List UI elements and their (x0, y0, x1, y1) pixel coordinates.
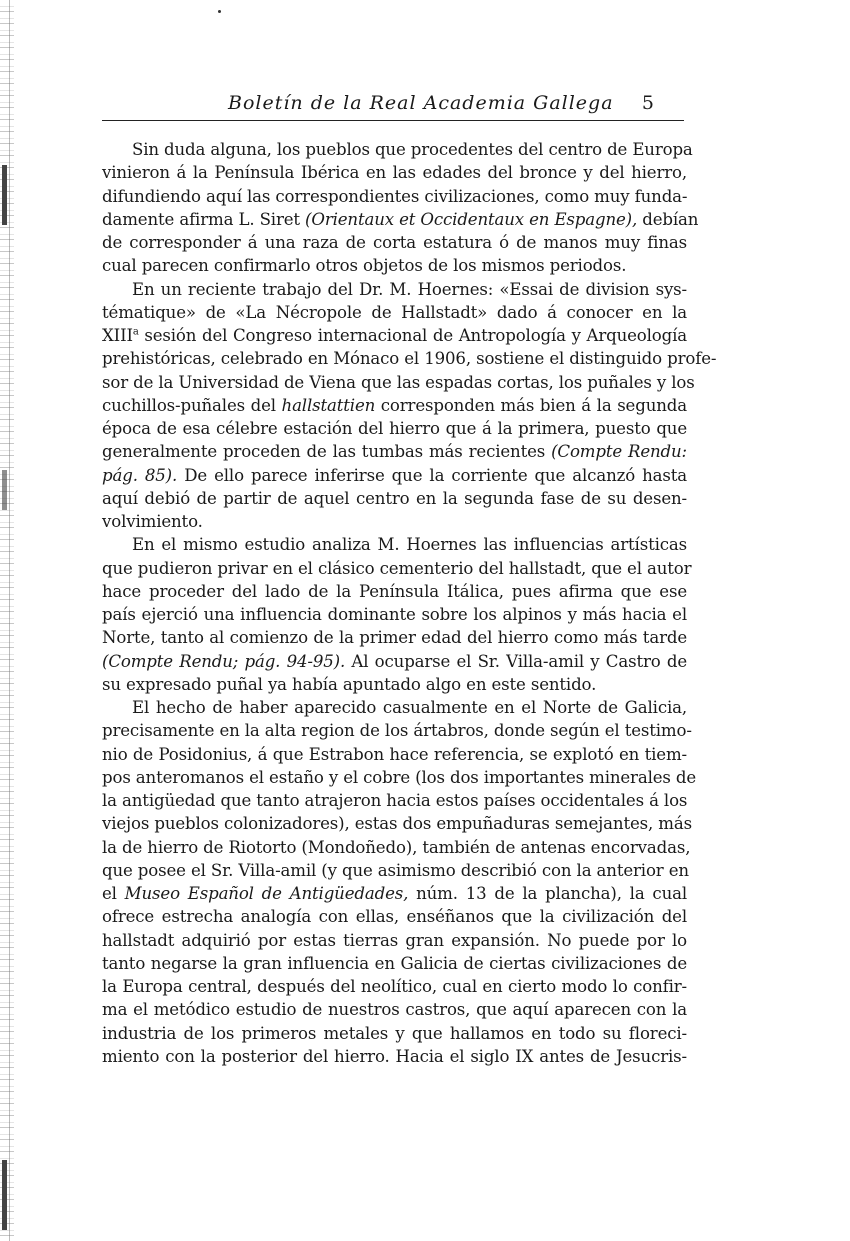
page-header (102, 92, 684, 121)
text-line: ma el metódico estudio de nuestros castros, que aquí aparecen con la (102, 1000, 687, 1020)
text-line (102, 440, 687, 463)
text-line: tématique» de «La Nécropole de Hallstadt» dado á conocer en la (102, 302, 687, 322)
text-line: En el mismo estudio analiza M. Hoernes las influencias artísticas (132, 535, 687, 555)
binding-edge-mark (2, 165, 7, 225)
text-line: precisamente en la alta region de los ártabros, donde según el testimo- (102, 721, 692, 741)
text-line: país ejerció una influencia dominante sobre los alpinos y más hacia el (102, 605, 687, 624)
binding-edge-mark (2, 1160, 7, 1230)
text-line: hace proceder del lado de la Península Itálica, pues afirma que ese (102, 581, 687, 601)
citation: (Compte Rendu: (551, 442, 688, 462)
body-text (102, 138, 717, 1068)
text-line: hallstadt adquirió por estas tierras gran expansión. No puede por lo (102, 930, 687, 950)
text-line: ofrece estrecha analogía con ellas, enséñanos que la civilización del (102, 907, 687, 927)
text-line: volvimiento. (102, 512, 203, 531)
text-line: vinieron á la Península Ibérica en las edades del bronce y del hierro, (102, 163, 687, 183)
text-line (102, 882, 687, 905)
text-line: tanto negarse la gran influencia en Galicia de ciertas civilizaciones de (102, 953, 687, 973)
text-line: difundiendo aquí las correspondientes civilizaciones, como muy funda- (102, 186, 688, 206)
text-line (102, 650, 687, 673)
text-run: generalmente proceden de las tumbas más recientes (102, 442, 546, 462)
text-line: la Europa central, después del neolítico, cual en cierto modo lo confir- (102, 977, 687, 996)
text-run: sesión del Congreso internacional de Antropología y Arqueología (138, 326, 687, 345)
text-line: Sin duda alguna, los pueblos que procedentes del centro de Europa (132, 140, 693, 159)
text-line: que posee el Sr. Villa-amil (y que asimismo describió con la anterior en (102, 860, 689, 880)
text-line: la de hierro de Riotorto (Mondoñedo), también de antenas encorvadas, (102, 837, 691, 857)
text-line: cual parecen confirmarlo otros objetos de los mismos periodos. (102, 256, 627, 276)
citation: (Compte Rendu; pág. 94-95). (102, 651, 346, 671)
text-line: de corresponder á una raza de corta estatura ó de manos muy finas (102, 233, 687, 252)
text-line: nio de Posidonius, á que Estrabon hace referencia, se explotó en tiem- (102, 744, 687, 764)
text-run: el (102, 884, 117, 903)
text-line: viejos pueblos colonizadores), estas dos empuñaduras semejantes, más (102, 814, 692, 834)
page-number: 5 (641, 92, 654, 114)
text-line: aquí debió de partir de aquel centro en la segunda fase de su desen- (102, 488, 687, 508)
text-line: época de esa célebre estación del hierro que á la primera, puesto que (102, 419, 687, 438)
superscript: a (132, 326, 139, 338)
emphasis: hallstattien (281, 395, 376, 415)
text-line: miento con la posterior del hierro. Hacia el siglo IX antes de Jesucris- (102, 1046, 687, 1066)
text-run: Al ocuparse el Sr. Villa-amil y Castro de (351, 651, 687, 671)
text-line: su expresado puñal ya había apuntado algo en este sentido. (102, 674, 597, 694)
text-line (102, 208, 699, 231)
text-line: que pudieron privar en el clásico cementerio del hallstadt, que el autor (102, 558, 692, 578)
text-line (102, 324, 687, 347)
text-run: cuchillos-puñales del (102, 395, 276, 415)
text-line: pos anteromanos el estaño y el cobre (los dos importantes minerales de (102, 767, 697, 787)
text-line: la antigüedad que tanto atrajeron hacia estos países occidentales á los (102, 791, 688, 810)
text-line: Norte, tanto al comienzo de la primer edad del hierro como más tarde (102, 628, 687, 648)
text-run: De ello parece inferirse que la corriente que alcanzó hasta (184, 465, 688, 485)
text-line: En un reciente trabajo del Dr. M. Hoernes: «Essai de division sys- (132, 279, 687, 299)
text-line: prehistóricas, celebrado en Mónaco el 1906, sostiene el distinguido profe- (102, 349, 717, 369)
text-run: damente afirma L. Siret (102, 209, 300, 229)
text-line: sor de la Universidad de Viena que las espadas cortas, los puñales y los (102, 372, 695, 392)
text-line (102, 394, 687, 417)
citation: Museo Español de Antigüedades, (124, 884, 409, 903)
text-run: debían (642, 209, 699, 229)
binding-edge-mark (2, 470, 7, 510)
citation: pág. 85). (102, 465, 178, 485)
text-run: corresponden más bien á la segunda (380, 395, 687, 415)
citation: (Orientaux et Occidentaux en Espagne), (305, 209, 638, 229)
text-line: industria de los primeros metales y que hallamos en todo su floreci- (102, 1023, 687, 1043)
text-line (102, 464, 687, 487)
running-title: Boletín de la Real Academia Gallega (228, 92, 614, 114)
text-run: XIII (102, 326, 133, 345)
binding-edge-line (9, 0, 10, 1241)
text-line: El hecho de haber aparecido casualmente en el Norte de Galicia, (132, 698, 687, 717)
ink-speck (218, 10, 221, 13)
text-run: núm. 13 de la plancha), la cual (416, 884, 687, 903)
